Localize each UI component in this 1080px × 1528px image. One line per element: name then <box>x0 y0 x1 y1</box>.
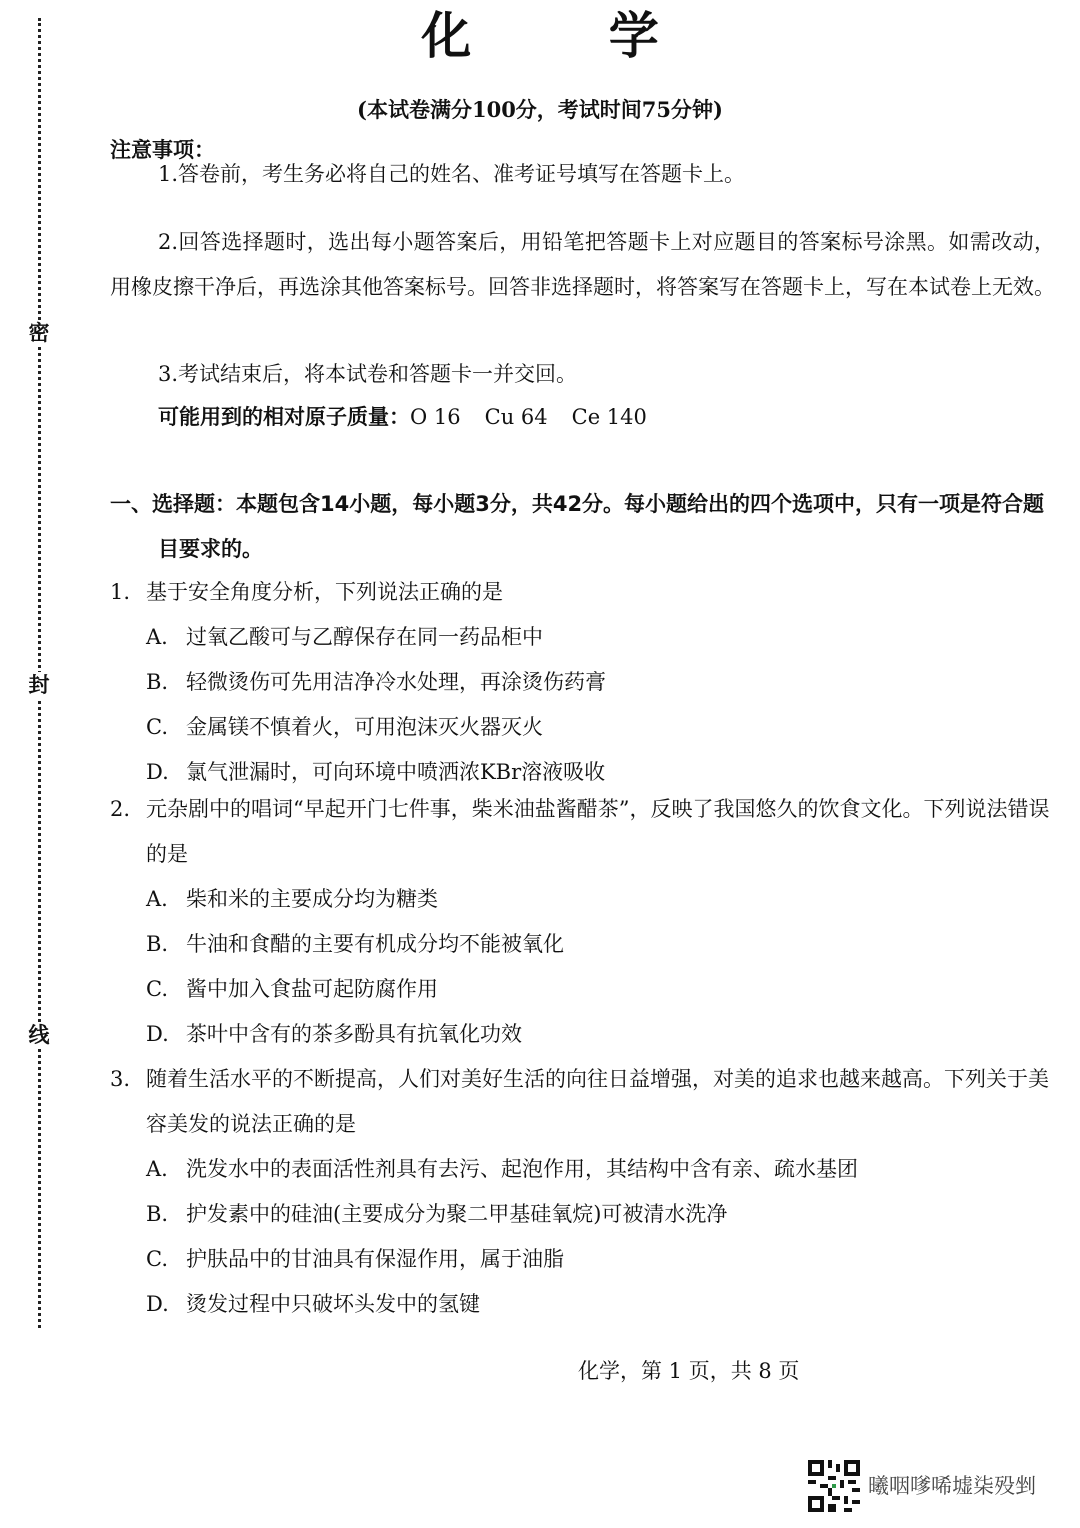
option-c <box>110 967 1055 1012</box>
note-item-1: 1.答卷前，考生务必将自己的姓名、准考证号填写在答题卡上。 <box>158 162 746 186</box>
option-letter: A. <box>146 625 168 649</box>
option-letter: C. <box>146 1247 168 1271</box>
option-text: 茶叶中含有的茶多酚具有抗氧化功效 <box>186 1022 522 1046</box>
atomic-mass-cu: Cu 64 <box>484 405 548 429</box>
option-c <box>110 1237 1055 1282</box>
question-text: 基于安全角度分析，下列说法正确的是 <box>146 580 503 604</box>
option-text: 护发素中的硅油(主要成分为聚二甲基硅氧烷)可被清水洗净 <box>186 1202 728 1226</box>
question-stem <box>110 787 1055 877</box>
note-item-3: 3.考试结束后，将本试卷和答题卡一并交回。 <box>158 362 578 386</box>
question-number: 1. <box>110 580 131 604</box>
option-letter: B. <box>146 932 169 956</box>
page-footer: 化学，第 1 页，共 8 页 <box>578 1359 800 1383</box>
option-letter: C. <box>146 977 168 1001</box>
option-letter: B. <box>146 1202 169 1226</box>
atomic-masses-label: 可能用到的相对原子质量： <box>158 405 410 429</box>
question-2 <box>110 787 1055 1057</box>
option-d <box>110 1282 1055 1327</box>
question-1 <box>110 570 1055 795</box>
option-letter: D. <box>146 760 169 784</box>
note-item-2: 2.回答选择题时，选出每小题答案后，用铅笔把答题卡上对应题目的答案标号涂黑。如需改动，用橡皮擦干净后，再选涂其他答案标号。回答非选择题时，将答案写在答题卡上，写在本试卷上无效。 <box>110 230 1055 299</box>
option-d <box>110 1012 1055 1057</box>
question-stem <box>110 1057 1055 1147</box>
option-text: 洗发水中的表面活性剂具有去污、起泡作用，其结构中含有亲、疏水基团 <box>186 1157 858 1181</box>
option-text: 护肤品中的甘油具有保湿作用，属于油脂 <box>186 1247 564 1271</box>
question-stem <box>110 570 1055 615</box>
binding-char-feng: 封 <box>26 672 52 698</box>
option-b <box>110 660 1055 705</box>
option-text: 过氧乙酸可与乙醇保存在同一药品柜中 <box>186 625 543 649</box>
section-heading: 一、选择题：本题包含14小题，每小题3分，共42分。每小题给出的四个选项中，只有一项是符合题目要求的。 <box>110 492 1045 561</box>
qr-code-icon <box>808 1460 860 1512</box>
option-a <box>110 877 1055 922</box>
option-text: 氯气泄漏时，可向环境中喷洒浓KBr溶液吸收 <box>186 760 606 784</box>
watermark-text: 曦咽嗲唏墟柒殁剉 <box>868 1474 1036 1498</box>
option-c <box>110 705 1055 750</box>
option-text: 酱中加入食盐可起防腐作用 <box>186 977 438 1001</box>
option-b <box>110 1192 1055 1237</box>
option-text: 金属镁不慎着火，可用泡沫灭火器灭火 <box>186 715 543 739</box>
notes-heading: 注意事项： <box>110 138 215 162</box>
question-3 <box>110 1057 1055 1327</box>
option-text: 柴和米的主要成分均为糖类 <box>186 887 438 911</box>
option-letter: D. <box>146 1022 169 1046</box>
option-a <box>110 615 1055 660</box>
option-letter: A. <box>146 887 168 911</box>
option-letter: A. <box>146 1157 168 1181</box>
atomic-masses <box>158 395 671 440</box>
binding-char-xian: 线 <box>26 1022 52 1048</box>
atomic-mass-ce: Ce 140 <box>571 405 647 429</box>
question-number: 3. <box>110 1067 131 1091</box>
option-text: 牛油和食醋的主要有机成分均不能被氧化 <box>186 932 564 956</box>
binding-char-mi: 密 <box>26 320 52 346</box>
option-letter: D. <box>146 1292 169 1316</box>
option-text: 轻微烫伤可先用洁净冷水处理，再涂烫伤药膏 <box>186 670 606 694</box>
atomic-mass-o: O 16 <box>410 405 461 429</box>
question-number: 2. <box>110 797 131 821</box>
option-text: 烫发过程中只破坏头发中的氢键 <box>186 1292 480 1316</box>
option-b <box>110 922 1055 967</box>
exam-info: (本试卷满分100分，考试时间75分钟) <box>357 97 723 122</box>
option-letter: B. <box>146 670 169 694</box>
question-text: 随着生活水平的不断提高，人们对美好生活的向往日益增强，对美的追求也越来越高。下列关于美容美发的说法正确的是 <box>146 1067 1049 1136</box>
page-title: 化 学 <box>421 7 719 65</box>
option-a <box>110 1147 1055 1192</box>
question-text: 元杂剧中的唱词“早起开门七件事，柴米油盐酱醋茶”，反映了我国悠久的饮食文化。下列说法错误的是 <box>146 797 1050 866</box>
option-letter: C. <box>146 715 168 739</box>
